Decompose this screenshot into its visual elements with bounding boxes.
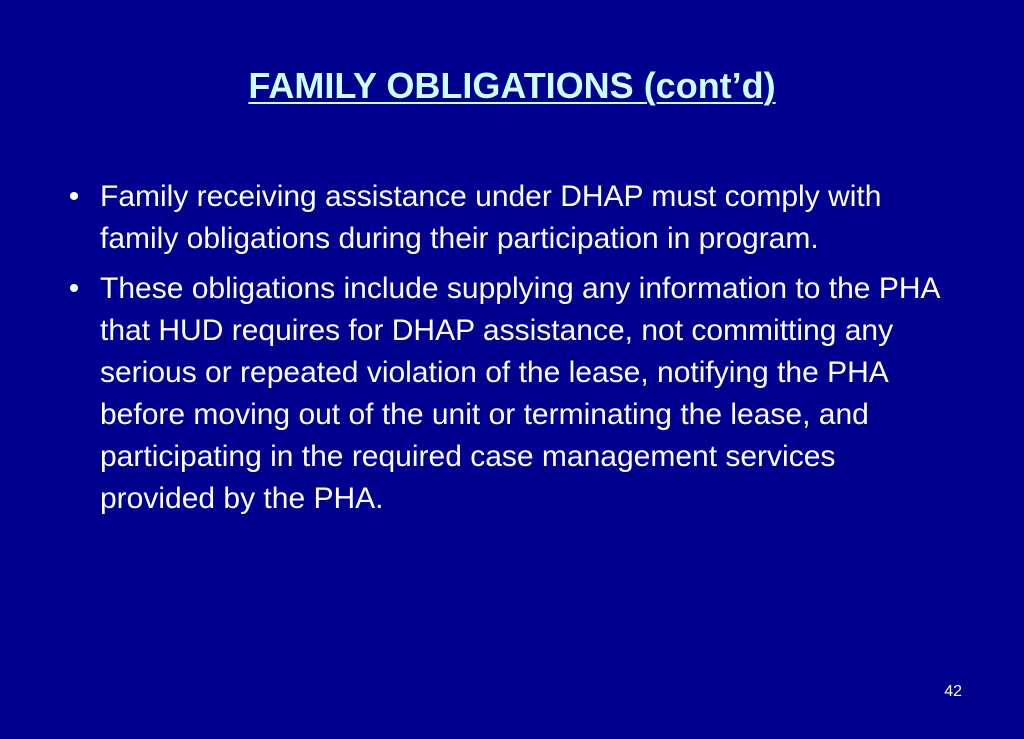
bullet-list (60, 176, 940, 528)
bullet-item (60, 268, 940, 520)
bullet-text: Family receiving assistance under DHAP must comply with family obligations during their participation in program. (100, 180, 882, 255)
bullet-dot-icon: • (68, 272, 80, 305)
bullet-dot-icon: • (68, 180, 80, 213)
bullet-item (60, 176, 940, 260)
bullet-text: These obligations include supplying any information to the PHA that HUD requires for DHAP assistance, not committing any serious or repeated violation of the lease, notifying the PHA before moving out of the unit or terminating the lease, and participating in the required case management services provided by the PHA. (100, 272, 939, 515)
slide-title: FAMILY OBLIGATIONS (cont’d) (248, 65, 776, 106)
slide-number: 42 (944, 683, 962, 700)
